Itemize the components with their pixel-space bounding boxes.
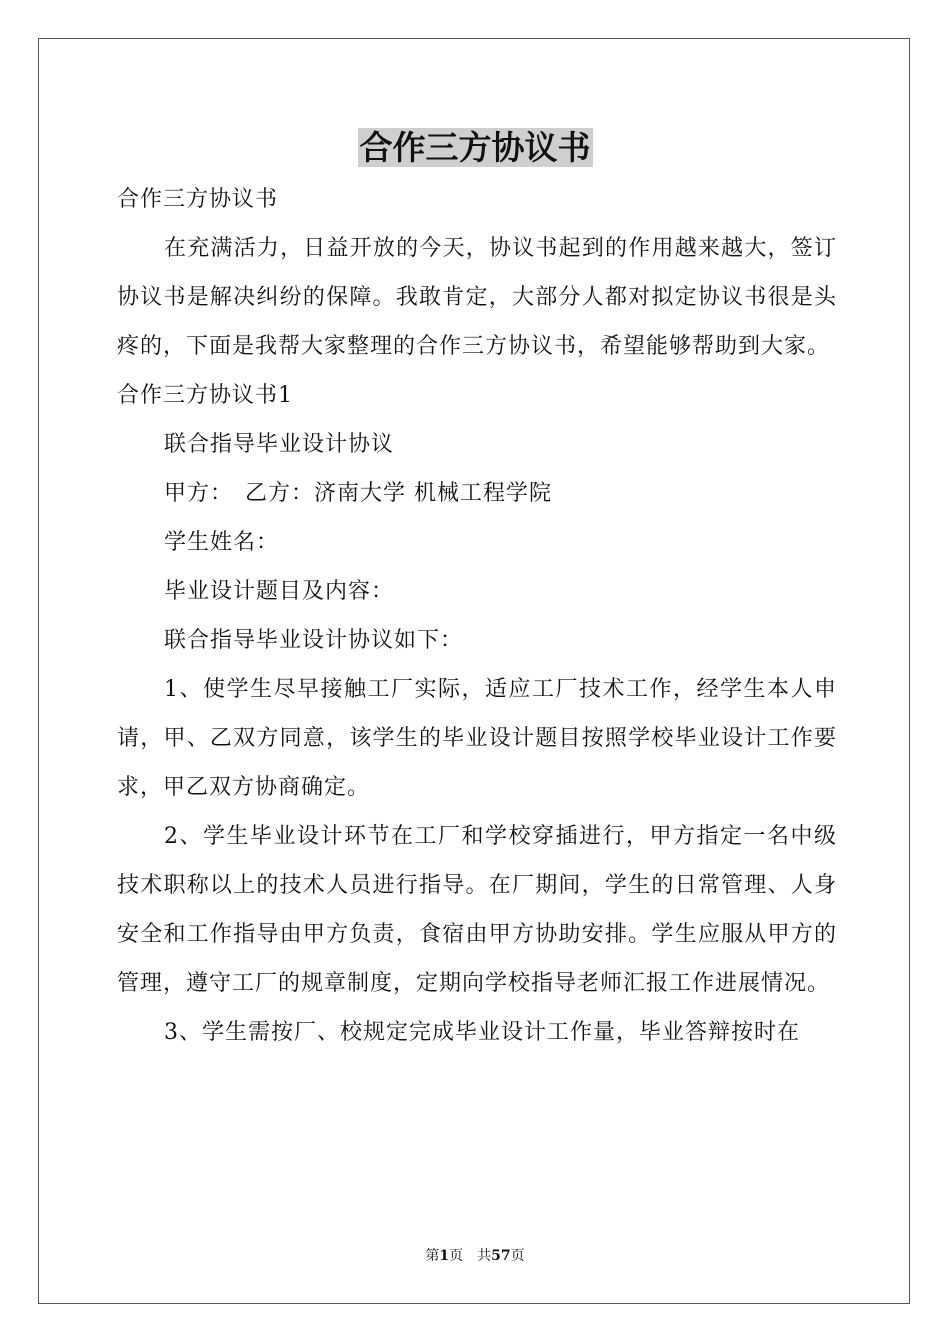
document-body — [117, 175, 837, 1057]
clause-1: 1、使学生尽早接触工厂实际，适应工厂技术工作，经学生本人申请，甲、乙双方同意，该学生的毕业设计题目按照学校毕业设计工作要求，甲乙双方协商确定。 — [117, 677, 837, 800]
page-footer — [0, 1246, 950, 1266]
section-heading: 合作三方协议书1 — [117, 383, 293, 408]
total-prefix: 共 — [477, 1248, 492, 1264]
document-title-text: 合作三方协议书 — [359, 128, 591, 167]
clause-2: 2、学生毕业设计环节在工厂和学校穿插进行，甲方指定一名中级技术职称以上的技术人员进行指导。在厂期间，学生的日常管理、人身安全和工作指导由甲方负责，食宿由甲方协助安排。学生应服从甲方的管理，遵守工厂的规章制度，定期向学校指导老师汇报工作进展情况。 — [117, 824, 837, 996]
student-name-line: 学生姓名： — [164, 530, 280, 555]
total-suffix: 页 — [510, 1248, 525, 1264]
paragraph-intro: 在充满活力，日益开放的今天，协议书起到的作用越来越大，签订协议书是解决纠纷的保障。我敢肯定，大部分人都对拟定协议书很是头疼的，下面是我帮大家整理的合作三方协议书，希望能够帮助到大家。 — [117, 236, 837, 359]
page-number: 1 — [439, 1248, 450, 1264]
page-suffix: 页 — [449, 1248, 464, 1264]
page-prefix: 第 — [425, 1248, 440, 1264]
agreement-intro-line: 联合指导毕业设计协议如下： — [164, 628, 464, 653]
parties-line: 甲方： 乙方：济南大学 机械工程学院 — [164, 481, 552, 506]
agreement-title: 联合指导毕业设计协议 — [164, 432, 395, 457]
clause-3: 3、学生需按厂、校规定完成毕业设计工作量，毕业答辩按时在 — [164, 1020, 800, 1045]
document-title — [0, 128, 950, 168]
paragraph-subtitle: 合作三方协议书 — [117, 187, 279, 212]
thesis-topic-line: 毕业设计题目及内容： — [164, 579, 395, 604]
total-pages: 57 — [491, 1248, 511, 1264]
